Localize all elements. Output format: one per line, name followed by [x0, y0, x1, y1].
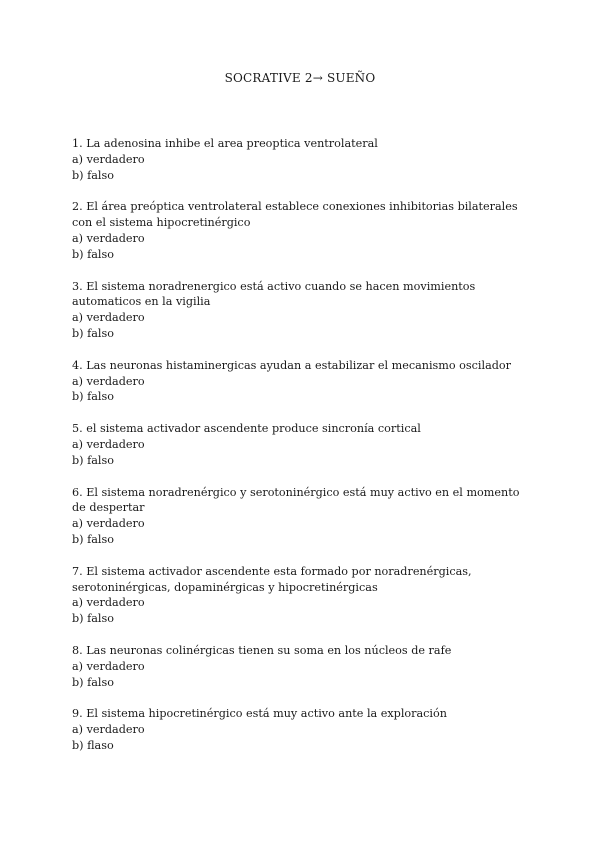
- option-b: b) falso: [72, 168, 114, 182]
- option-a: a) verdadero: [72, 152, 145, 166]
- question-text: 1. La adenosina inhibe el area preoptica ventrolateral: [72, 137, 378, 150]
- question-text: 9. El sistema hipocretinérgico está muy activo ante la exploración: [72, 707, 447, 721]
- document-title: SOCRATIVE 2→ SUEÑO: [224, 71, 376, 85]
- question-3: [72, 279, 532, 342]
- question-1: [72, 136, 532, 183]
- option-a: a) verdadero: [72, 231, 145, 245]
- question-8: [72, 643, 532, 690]
- question-5: [72, 421, 532, 468]
- question-text: 7. El sistema activador ascendente esta formado por noradrenérgicas, serotoninérgicas, dopaminérgicas y hipocretinérgicas: [72, 564, 472, 594]
- option-b: b) falso: [72, 453, 114, 467]
- question-6: [72, 485, 532, 548]
- question-text: 6. El sistema noradrenérgico y serotoninérgico está muy activo en el momento de despertar: [72, 485, 520, 515]
- option-b: b) flaso: [72, 738, 114, 752]
- question-9: [72, 706, 532, 753]
- option-a: a) verdadero: [72, 374, 145, 388]
- option-b: b) falso: [72, 612, 114, 626]
- option-b: b) falso: [72, 390, 114, 404]
- option-a: a) verdadero: [72, 659, 145, 673]
- option-a: a) verdadero: [72, 596, 145, 610]
- option-a: a) verdadero: [72, 311, 145, 325]
- option-a: a) verdadero: [72, 437, 145, 451]
- option-a: a) verdadero: [72, 723, 145, 737]
- option-b: b) falso: [72, 247, 114, 261]
- question-text: 8. Las neuronas colinérgicas tienen su soma en los núcleos de rafe: [72, 643, 452, 657]
- question-text: 2. El área preóptica ventrolateral establece conexiones inhibitorias bilaterales con el sistema hipocretinérgico: [72, 200, 518, 230]
- option-a: a) verdadero: [72, 517, 145, 531]
- option-b: b) falso: [72, 675, 114, 689]
- question-2: [72, 199, 532, 262]
- question-text: 5. el sistema activador ascendente produce sincronía cortical: [72, 422, 421, 436]
- option-b: b) falso: [72, 326, 114, 340]
- option-b: b) falso: [72, 532, 114, 546]
- question-list: [72, 136, 532, 770]
- question-text: 4. Las neuronas histaminergicas ayudan a estabilizar el mecanismo oscilador: [72, 358, 512, 372]
- question-4: [72, 358, 532, 405]
- question-7: [72, 564, 532, 627]
- question-text: 3. El sistema noradrenergico está activo cuando se hacen movimientos automaticos en la vigilia: [72, 279, 476, 309]
